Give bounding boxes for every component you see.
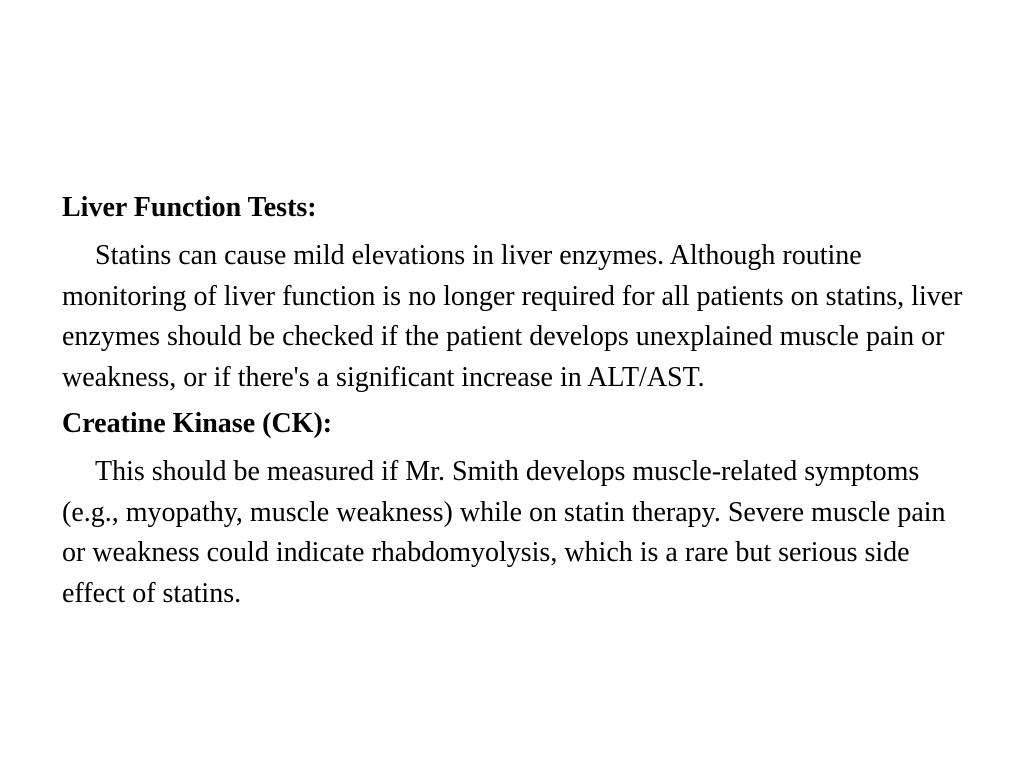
liver-function-paragraph: Statins can cause mild elevations in liver enzymes. Although routine monitoring of liver function is no longer required for all patients on statins, liver enzymes should be checked if the patient develops unexplained muscle pain or weakness, or if there's a significant increase in ALT/AST. <box>62 240 963 393</box>
creatine-kinase-paragraph: This should be measured if Mr. Smith develops muscle-related symptoms (e.g., myopathy, muscle weakness) while on statin therapy. Severe muscle pain or weakness could indicate rhabdomyolysis, which is a rare but serious side effect of statins. <box>62 456 946 609</box>
liver-function-heading: Liver Function Tests: <box>62 192 317 223</box>
slide-content <box>62 188 972 614</box>
creatine-kinase-heading: Creatine Kinase (CK): <box>62 408 333 439</box>
